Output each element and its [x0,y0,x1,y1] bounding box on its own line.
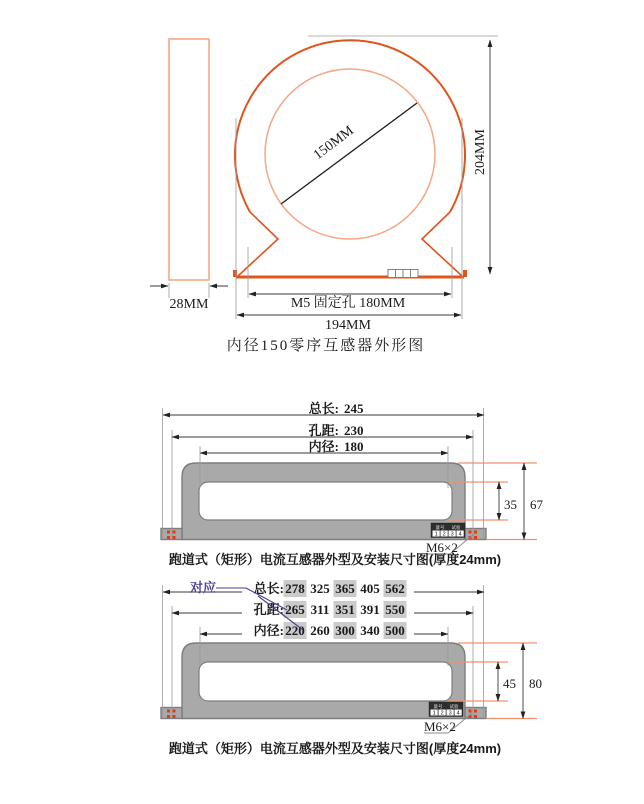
top-dimensions [150,36,498,333]
b-cell: 365 [335,581,355,596]
dim-overall-height: 204MM [473,129,488,175]
b-cell: 500 [385,623,405,638]
dim-overall-width: 194MM [325,318,371,333]
b-row1-label: 总长: [253,581,284,596]
corresponding-label: 对应 [189,580,217,595]
b-terminal-block [429,702,463,717]
b-row3-label: 内径: [253,623,284,638]
b-cell: 278 [285,581,305,596]
b-terminal-label-left: 量号 [433,704,443,709]
b-cell: 260 [310,623,330,638]
b-foot-left [161,708,182,719]
m-terminal-block [431,523,465,538]
m-terminal-3: 3 [450,531,454,538]
b-cell: 311 [310,602,330,617]
b-terminal-1: 1 [432,710,436,717]
inner-diameter-line [281,103,417,204]
terminal-strip [388,270,418,278]
b-terminal-3: 3 [448,710,452,717]
m-terminal-4: 4 [458,531,462,538]
m-total-length-value: 245 [344,401,364,416]
m-inner-dia-value: 180 [344,439,364,454]
b-row2-label: 孔距: [253,602,284,617]
dim-inner-diameter: 150MM [311,123,357,164]
m-total-length-label: 总长: [308,401,339,416]
b-dimensions-right [498,643,542,719]
b-cell: 562 [385,581,405,596]
middle-drawing-caption: 跑道式（矩形）电流互感器外型及安装尺寸图(厚度24mm) [168,552,502,567]
b-cell: 351 [335,602,355,617]
side-view-outline [169,39,209,280]
m-terminal-label-left: 量号 [435,525,445,530]
b-terminal-4: 4 [456,710,460,717]
m-terminal-1: 1 [434,531,438,538]
bottom-drawing [161,580,542,756]
m-overall-height: 67 [530,497,543,512]
b-terminal-2: 2 [440,710,444,717]
b-cell: 405 [360,581,380,596]
b-cell: 265 [285,602,305,617]
b-cell: 300 [335,623,355,638]
m-hole-distance-label: 孔距: [308,423,339,438]
dim-fixing-holes: M5 固定孔 180MM [290,296,406,311]
b-cell: 325 [310,581,330,596]
omega-front-outline [233,40,467,277]
dim-thickness: 28MM [169,297,209,312]
m-window-height: 35 [504,497,517,512]
b-cell: 391 [360,602,380,617]
b-overall-height: 80 [529,676,542,691]
bottom-drawing-caption: 跑道式（矩形）电流互感器外型及安装尺寸图(厚度24mm) [168,741,502,756]
m-window [199,482,452,520]
m-inner-dia-label: 内径: [308,439,339,454]
m-foot-left [161,529,182,540]
b-bolt-spec: M6×2 [424,719,456,734]
m-terminal-label-right: 试验 [451,525,461,530]
top-drawing-caption: 内径150零序互感器外形图 [226,338,426,354]
m-terminal-2: 2 [442,531,446,538]
b-window-height: 45 [503,676,516,691]
base-tab-right [463,270,467,277]
b-cell: 340 [360,623,380,638]
b-cell: 220 [285,623,305,638]
m-bolt-spec: M6×2 [426,540,458,555]
b-cell: 550 [385,602,405,617]
b-terminal-label-right: 试验 [449,704,459,709]
b-window [199,662,452,701]
m-hole-distance-value: 230 [344,423,364,438]
middle-drawing [161,401,544,567]
top-drawing [150,36,498,354]
